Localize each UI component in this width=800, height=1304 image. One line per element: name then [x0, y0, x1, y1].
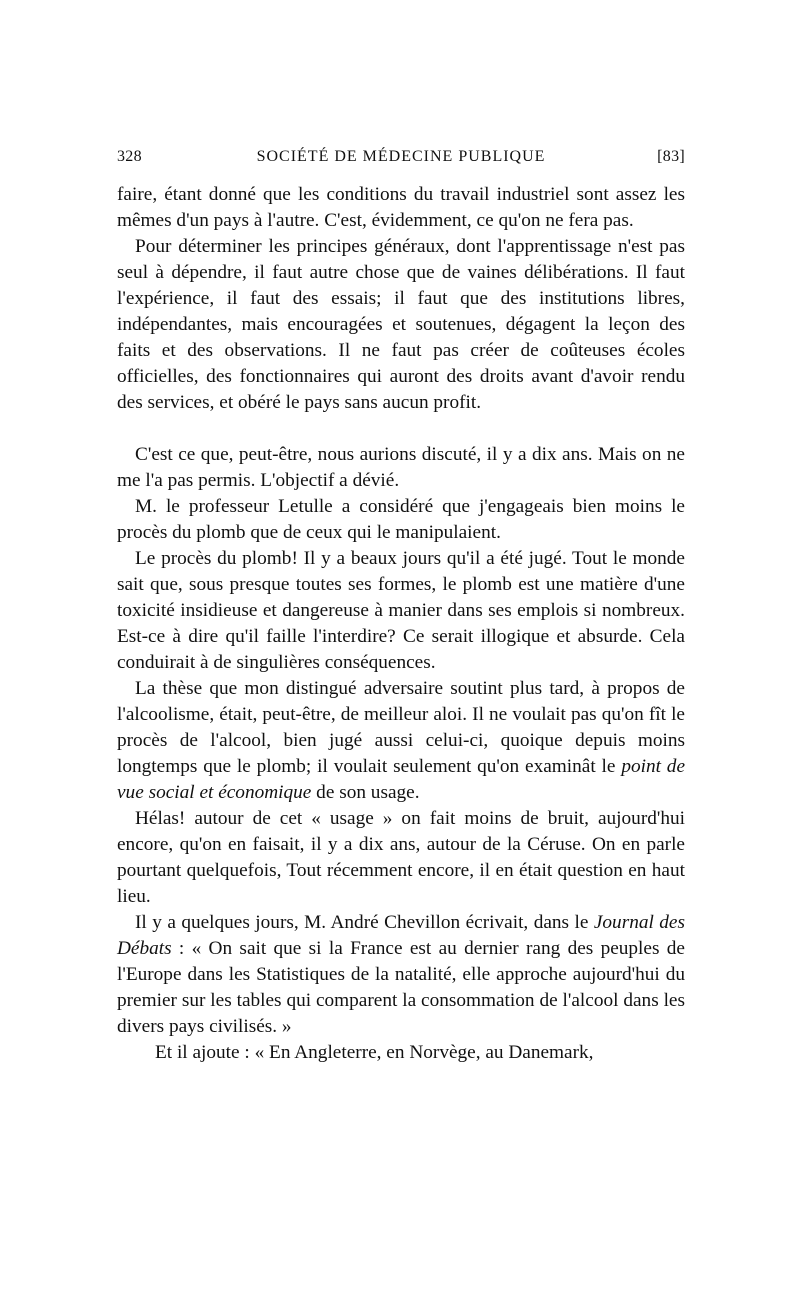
- paragraph-helas: Hélas! autour de cet « usage » on fait moins de bruit, aujourd'hui encore, qu'on en faisait, il y a dix ans, autour de la Céruse. On en parle pourtant quelquefois, Tout récemment encore, il en était question en haut lieu.: [117, 808, 685, 907]
- page-body: [117, 182, 685, 1066]
- paragraph-apprentissage: Pour déterminer les principes généraux, dont l'apprentissage n'est pas seul à dépendre, il faut autre chose que de vaines délibérations. Il faut l'expérience, il faut des essais; il faut que des institutions libres, indépendantes, mais encouragées et soutenues, dégagent la leçon des faits et des observations. Il ne faut pas créer de coûteuses écoles officielles, des fonctionnaires qui auront des droits avant d'avoir rendu des services, et obéré le pays sans aucun profit.: [117, 236, 685, 413]
- paragraph-letulle: M. le professeur Letulle a considéré que j'engageais bien moins le procès du plomb que de ceux qui le manipulaient.: [117, 496, 685, 543]
- paragraph-ajoute: Et il ajoute : « En Angleterre, en Norvège, au Danemark,: [155, 1042, 594, 1063]
- paragraph-these: [117, 676, 685, 806]
- running-title: SOCIÉTÉ DE MÉDECINE PUBLIQUE: [256, 148, 546, 165]
- these-text-before: La thèse que mon distingué adversaire soutint plus tard, à propos de l'alcoolisme, était, peut-être, de meilleur aloi. Il ne voulait pas qu'on fît le procès de l'alcool, bien jugé aussi celui-ci, quoique depuis moins longtemps que le plomb; il voulait seulement qu'on examinât le: [117, 678, 685, 777]
- journal-title: Journal des Débats: [117, 912, 685, 959]
- paragraph-journal: [117, 910, 685, 1040]
- these-text-after: de son usage.: [311, 782, 420, 803]
- journal-text-after: : « On sait que si la France est au dernier rang des peuples de l'Europe dans les Statistiques de la natalité, elle approche aujourd'hui du premier sur les tables qui comparent la consommation de l'alcool dans les divers pays civilisés. »: [117, 938, 685, 1037]
- page-number: 328: [117, 148, 142, 165]
- paragraph-discussion: C'est ce que, peut-être, nous aurions discuté, il y a dix ans. Mais on ne me l'a pas permis. L'objectif a dévié.: [117, 444, 685, 491]
- paragraph-proces-plomb: Le procès du plomb! Il y a beaux jours qu'il a été jugé. Tout le monde sait que, sous presque toutes ses formes, le plomb est une matière d'une toxicité insidieuse et dangereuse à manier dans ses emplois si nombreux. Est-ce à dire qu'il faille l'interdire? Ce serait illogique et absurde. Cela conduirait à de singulières conséquences.: [117, 548, 685, 673]
- page-reference: [83]: [657, 148, 685, 165]
- these-italic-phrase: point de vue social et économique: [117, 756, 685, 803]
- journal-text-before: Il y a quelques jours, M. André Chevillon écrivait, dans le: [135, 912, 594, 933]
- page-header: [117, 148, 685, 172]
- paragraph-continuation: faire, étant donné que les conditions du travail industriel sont assez les mêmes d'un pays à l'autre. C'est, évidemment, ce qu'on ne fera pas.: [117, 184, 685, 231]
- section-gap: [117, 416, 685, 442]
